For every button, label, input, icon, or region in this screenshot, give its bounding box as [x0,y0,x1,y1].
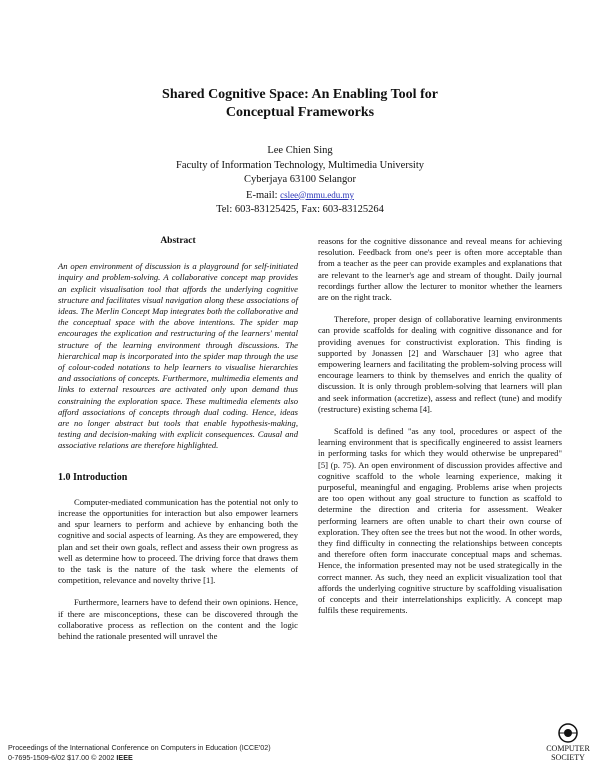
author-email-line [0,188,600,204]
author-affiliation: Faculty of Information Technology, Multimedia University [175,159,424,171]
intro-heading: 1.0 Introduction [58,471,128,483]
logo-line-1: COMPUTER [546,744,590,753]
title-line-2: Conceptual Frameworks [225,105,375,120]
footer-ieee: IEEE [116,752,133,762]
intro-paragraph-1: Computer-mediated communication has the potential not only to increase the opportunities for interaction but also empower learners and spur learners to perform and achieve by enhancing both the cognitive and social aspects of learning. As they are empowered, they plan and set their own goals, reflect and assess their own progress as well as determine how to proceed. The driving force that draws them to the task is the nature of the task where the elements of competition, relevance and novelty thrive [1]. [58,496,298,586]
footer-proceedings: Proceedings of the International Conference on Computers in Education (ICCE'02) [8,743,271,752]
footer-copyright-line [8,753,271,763]
paper-title [0,86,600,122]
email-link[interactable]: cslee@mmu.edu.my [280,189,354,200]
page-footer [8,743,271,762]
author-name: Lee Chien Sing [267,145,333,156]
author-block [0,144,600,218]
right-column [318,236,562,628]
intro-paragraph-2: Furthermore, learners have to defend their own opinions. Hence, if there are misconceptions, these can be discovered through the collaborative process as reflection on the content and the logic behind the rationale presented will unravel the [58,597,298,642]
left-column [58,236,298,653]
email-label: E-mail: [246,189,278,201]
right-paragraph-2: Therefore, proper design of collaborative learning environments can provide scaffolds for dealing with cognitive dissonance and for providing avenues for constructivist exploration. This finding is supported by Jonassen [2] and Warschauer [3] who agree that empowering learners and facilitating the problem-solving process will encourage learners to think by themselves and enrich the quality of discussion. It is only through problem-solving that learners will plan and seek information (accretize), assess and reflect (tune) and modify (restructure) existing schema [4]. [318,314,562,414]
abstract-text: An open environment of discussion is a playground for self-initiated inquiry and problem-solving. A collaborative concept map provides an explicit visualisation tool that affords the underlying cognitive structure and facilitates visual navigation along these associations of ideas. The Merlin Concept Map integrates both the collaborative and the conceptual space with the above intentions. The spider map encourages the explication and restructuring of the learners' mental structure of the learning environment through discussions. The hierarchical map is incorporated into the spider map through the use of colour-coded notations to help learners to visualise hierarchies and associations of concepts. Furthermore, multimedia elements and links to external resources are activated only upon demand thus constraining the exploration space. These multimedia elements also afford associations of concepts through dual coding. Hence, ideas are no longer abstract but tools that enable hypothesis-making, testing and decision-making with explicit consequences. Causal and associative relations are therefore highlighted. [58,261,298,451]
logo-line-2: SOCIETY [551,753,585,762]
right-paragraph-3: Scaffold is defined "as any tool, procedures or aspect of the learning environment that is specifically engineered to assist learners in performing tasks for which they would otherwise be unprepared" [5] (p. 75). An open environment of discussion provides affective and cognitive scaffold to the whole learning experience, making it purposeful, meaningful and engaging. Problems arise when projects are too open without any goal structure to function as scaffold to determine the direction and criteria for assessment. Weaker performing learners are often unable to chart their own course of exploration. They often see the trees but not the wood. In other words, they find difficulty in connecting the relationships between concepts and therefore often form inaccurate conceptual maps and schemas. Hence, the information presented may not be used strategically in the correct manner. As such, they need an explicit visualization tool that affords the underlying cognitive structure by scaffolding visualisation of concepts and their interrelationships explicitly. A concept map fulfils these requirements. [318,426,562,616]
computer-society-logo [540,722,596,772]
footer-isbn: 0-7695-1509-6/02 $17.00 © 2002 [8,752,115,762]
society-emblem-icon [556,722,580,744]
right-paragraph-1: reasons for the cognitive dissonance and reveal means for achieving resolution. Feedback from one's peer is often more acceptable than from a teacher as the peer can provide examples and explanations that are relevant to the learner's age and stream of thought. Daily journal recordings further allow the lecturer to monitor whether the learners are on the right track. [318,236,562,303]
author-address: Cyberjaya 63100 Selangor [244,174,356,185]
title-line-1: Shared Cognitive Space: An Enabling Tool for [162,87,438,102]
author-phone: Tel: 603-83125425, Fax: 603-83125264 [216,204,384,215]
abstract-heading: Abstract [160,236,196,246]
